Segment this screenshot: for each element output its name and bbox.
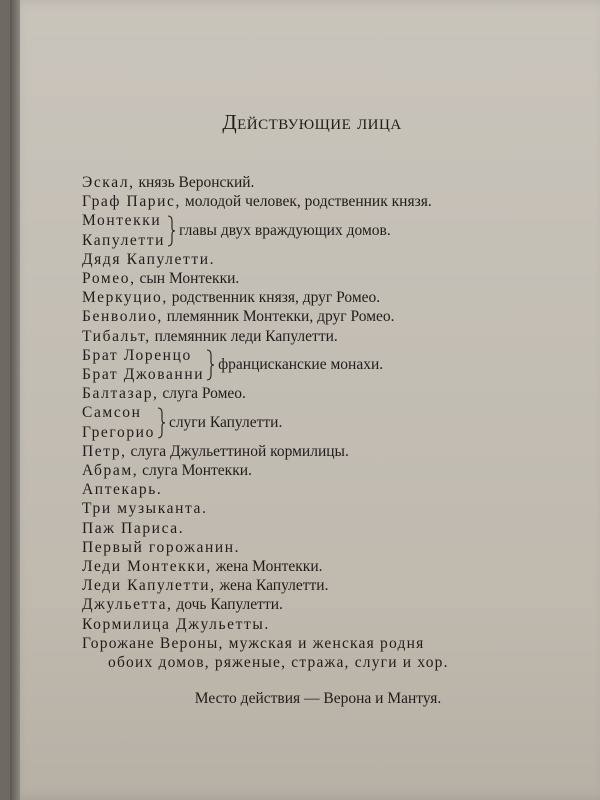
role-line xyxy=(82,557,542,576)
role-line xyxy=(82,499,542,518)
role-line xyxy=(82,384,542,403)
role-name: Дядя Капулетти. xyxy=(82,250,216,268)
role-name: Леди Капулетти, xyxy=(82,577,216,595)
role-name: Граф Парис, xyxy=(82,193,182,211)
role-name: Джульетта, xyxy=(82,596,173,614)
role-line xyxy=(82,480,542,499)
title-first-letter: Д xyxy=(222,110,238,134)
role-name: Аптекарь. xyxy=(82,481,163,499)
group-names xyxy=(82,211,165,249)
role-line xyxy=(82,615,542,634)
role-line xyxy=(82,327,542,346)
role-name: Брат Лоренцо xyxy=(82,346,192,364)
dramatis-personae xyxy=(82,110,542,708)
role-name: Ромео, xyxy=(82,270,136,287)
role-description: племянник леди Капулетти. xyxy=(150,327,338,345)
role-name: Паж Париса. xyxy=(82,519,185,537)
role-description: слуга Джульеттиной кормилицы. xyxy=(126,442,349,460)
setting-note: Место действия — Верона и Мантуя. xyxy=(194,690,442,708)
role-description: слуга Ромео. xyxy=(158,385,246,403)
role-description: сын Монтекки. xyxy=(135,270,240,287)
group-names xyxy=(82,403,155,441)
role-line xyxy=(82,519,542,538)
role-name: Эскал, xyxy=(82,174,135,191)
book-page xyxy=(10,0,600,800)
role-line xyxy=(82,595,542,614)
role-line xyxy=(82,461,542,480)
role-name: Грегорио xyxy=(82,423,155,441)
group-description: главы двух враждующих домов. xyxy=(179,221,391,239)
role-line xyxy=(82,576,542,595)
role-name: Балтазар, xyxy=(82,385,159,403)
role-name: Три музыканта. xyxy=(82,500,208,518)
role-line-townsfolk: Горожане Вероны, мужская и женская родня xyxy=(82,634,425,652)
role-name: Леди Монтекки, xyxy=(82,558,212,576)
role-group-servants xyxy=(82,403,542,441)
role-line xyxy=(82,442,542,461)
brace-icon xyxy=(167,215,175,247)
brace-icon xyxy=(206,349,214,381)
group-description: францисканские монахи. xyxy=(218,356,384,373)
role-line xyxy=(82,250,542,269)
role-name: Бенволио, xyxy=(82,308,163,326)
role-description: племянник Монтекки, друг Ромео. xyxy=(162,308,395,326)
role-description: слуга Монтекки. xyxy=(138,462,252,479)
role-name: Петр, xyxy=(82,442,127,460)
role-name: Кормилица Джульетты. xyxy=(82,615,270,633)
role-name: Самсон xyxy=(82,404,142,422)
role-group-monks xyxy=(82,346,542,384)
role-line xyxy=(82,192,542,211)
role-line xyxy=(82,307,542,326)
role-name: Монтекки xyxy=(82,212,162,230)
role-name: Тибальт, xyxy=(82,327,151,345)
role-name: Первый горожанин. xyxy=(82,538,241,556)
role-description: жена Капулетти. xyxy=(215,577,329,595)
role-description: родственник князя, друг Ромео. xyxy=(167,289,381,307)
group-description: слуги Капулетти. xyxy=(168,413,283,431)
role-description: жена Монтекки. xyxy=(211,558,323,576)
role-name: Брат Джованни xyxy=(82,366,205,384)
role-name: Меркуцио, xyxy=(82,289,168,307)
role-line xyxy=(82,173,542,192)
role-line-townsfolk-continued: обоих домов, ряженые, стража, слуги и хор. xyxy=(108,654,449,672)
role-group-heads xyxy=(82,211,542,249)
title-rest: ействующие лица xyxy=(237,110,402,134)
book-spine-shadow xyxy=(10,0,20,800)
role-description: молодой человек, родственник князя. xyxy=(181,193,432,211)
role-line xyxy=(82,269,542,288)
role-description: князь Веронский. xyxy=(134,174,255,191)
role-name: Капулетти xyxy=(82,231,166,249)
role-line xyxy=(82,538,542,557)
group-names xyxy=(82,346,204,384)
page-title xyxy=(82,110,542,135)
role-line xyxy=(82,288,542,307)
role-name: Абрам, xyxy=(82,462,139,479)
brace-icon xyxy=(157,407,165,439)
role-description: дочь Капулетти. xyxy=(172,596,283,614)
